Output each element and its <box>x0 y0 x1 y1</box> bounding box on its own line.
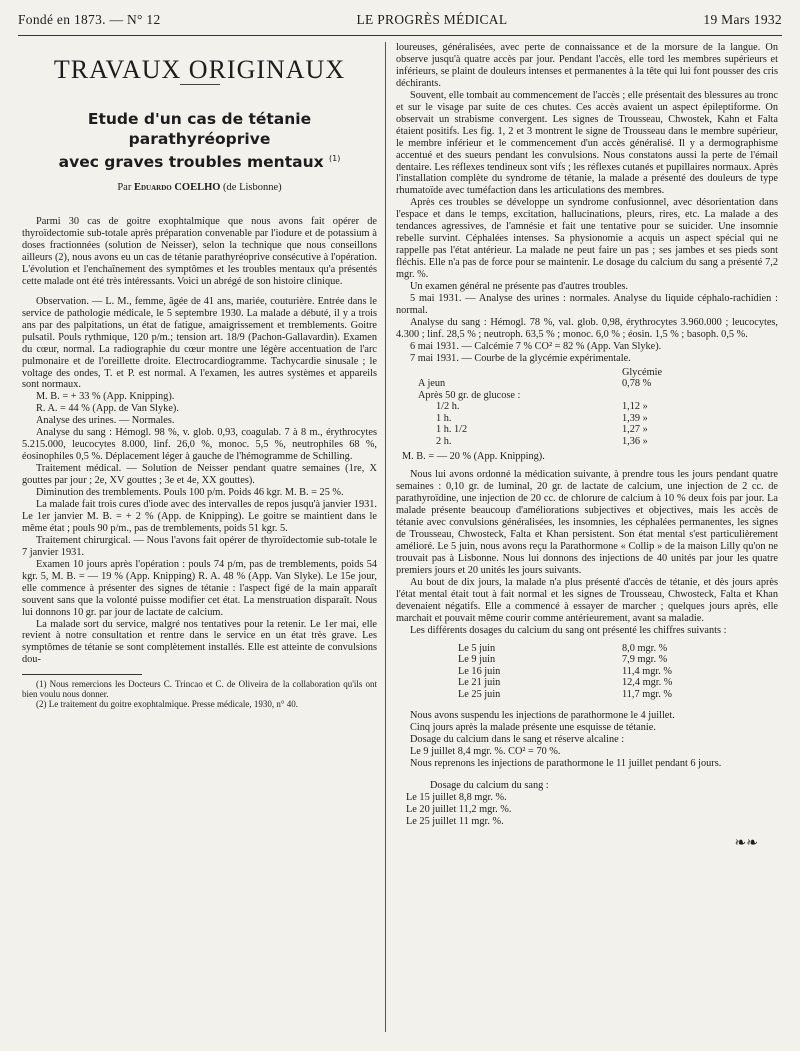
glycemia-value: 1,27 » <box>622 424 648 436</box>
paragraph: Traitement chirurgical. — Nous l'avons fait opérer de thyroïdectomie sub-totale le 7 janvier 1931. <box>22 534 377 558</box>
title-line-2 <box>22 149 377 172</box>
section-rule <box>180 84 220 85</box>
glycemia-header: Glycémie <box>622 366 663 378</box>
paragraph: Les différents dosages du calcium du sang ont présenté les chiffres suivants : <box>410 624 727 636</box>
mb-line: M. B. = — 20 % (App. Knipping). <box>402 451 545 463</box>
glycemia-value: 1,39 » <box>622 412 648 424</box>
glycemia-label: 1 h. 1/2 <box>436 424 468 436</box>
left-column <box>22 42 377 709</box>
paragraph: Nous reprenons les injections de parathormone le 11 juillet pendant 6 jours. <box>410 757 722 769</box>
founded-note: Fondé en 1873. — N° 12 <box>18 12 161 27</box>
paragraph: Parmi 30 cas de goitre exophtalmique que nous avons fait opérer de thyroïdectomie sub-totale après préparation convenable par l'iodure et de potassium à doses fractionnées (solution de Neisser), selon la technique que nous conseillons ailleurs (2), nous avons eu un cas de tétanie parathyréoprive consécutive à l'opération. L'évolution et l'enchaînement des symptômes et les troubles mentaux qu'a présentés cette malade ont été très intéressants. Voici un abrégé de son histoire clinique. <box>22 216 377 287</box>
footnote-rule <box>22 674 142 675</box>
final-dosage-row: Le 15 juillet 8,8 mgr. %. <box>406 791 507 803</box>
journal-title: LE PROGRÈS MÉDICAL <box>356 12 508 27</box>
paragraph: Cinq jours après la malade présente une esquisse de tétanie. <box>410 721 656 733</box>
paragraph: Un examen général ne présente pas d'autres troubles. <box>410 281 629 293</box>
paragraph: Le 9 juillet 8,4 mgr. %. CO² = 70 %. <box>410 745 561 757</box>
author-affiliation: (de Lisbonne) <box>223 182 282 194</box>
paragraph: La malade fait trois cures d'iode avec des intervalles de repos jusqu'à janvier 1931. Le 1er janvier M. B. = + 2 % (App. de Knipping). Le goitre se maintient dans le même état ; pouls 90 p/m., pas de tremblements, poids 51 kgr. 5. <box>22 498 377 534</box>
title-footnote-mark: (1) <box>329 153 341 163</box>
glycemia-label: Après 50 gr. de glucose : <box>418 389 521 401</box>
footnote: (2) Le traitement du goitre exophtalmique. Presse médicale, 1930, n° 40. <box>36 699 299 710</box>
final-dosage-heading: Dosage du calcium du sang : <box>430 779 549 791</box>
title-line-1: Etude d'un cas de tétanie parathyréoprive <box>87 109 312 148</box>
left-body <box>22 216 377 666</box>
paragraph: Analyse du sang : Hémogl. 78 %, val. glob. 0,98, érythrocytes 3.960.000 ; leucocytes, 4.300 ; linf. 28,5 % ; neutroph. 63,5 % ; monoc. 6,0 % ; éosin. 1,5 % ; basoph. 0,5 %. <box>396 316 778 340</box>
glycemia-table <box>416 367 664 448</box>
fleuron-ornament: ❧❧ <box>734 835 758 851</box>
calcium-date: Le 21 juin <box>458 677 501 689</box>
footnotes <box>22 679 377 709</box>
final-dosage-row: Le 20 juillet 11,2 mgr. %. <box>406 803 512 815</box>
calcium-value: 8,0 mgr. % <box>622 642 668 654</box>
paragraph: Après ces troubles se développe un syndrome confusionnel, avec désorientation dans l'espace et dans le temps, excitation, hallucinations, pleurs, rires, etc. La malade a des tendances agressives, de l'amnésie et fait une tentative pour se suicider. Une insomnie rebelle survint. Céphalées intenses. Sa physionomie a acquis un aspect spécial qui ne rappelle pas l'état antérieur. La malade ne peut faire un pas ; ses jambes et ses pieds sont fléchis. Elle n'a pas de force pour se maintenir. Le dosage du calcium du sang a présenté 7,2 mgr. %. <box>396 197 778 281</box>
paragraph: Observation. — L. M., femme, âgée de 41 ans, mariée, couturière. Entrée dans le service de pathologie médicale, le 5 septembre 1930. La malade a débuté, il y a trois ans par des palpitations, un état de fatigue, amaigrissement et tremblements. Goitre pulsatil. Pouls rythmique, 120 p/m.; tension art. 18/9 (Pachon-Gallavardin). Examen du cœur, normal. La radiographie du cœur montre une légère accentuation de l'arc pulmonaire et de l'oreillette droite. Electrocardiogramme. Tachycardie sinusale ; le voltage des ondes, T. et P. est normal. A l'examen, les autres systèmes et appareils sont normaux. <box>22 295 377 391</box>
glycemia-label: 2 h. <box>436 435 452 447</box>
calcium-date: Le 25 juin <box>458 688 501 700</box>
glycemia-value: 1,12 » <box>622 401 648 413</box>
page-header <box>18 12 782 34</box>
calcium-value: 12,4 mgr. % <box>622 677 673 689</box>
paragraph: Nous lui avons ordonné la médication suivante, à prendre tous les jours pendant quatre semaines : 0,10 gr. de luminal, 20 gr. de lactate de calcium, une injection de 2 cc. de parathyroïdine, une injection de 20 cc. de chlorure de calcium à 10 % deux fois par jour. La malade présente beaucoup d'améliorations subjectives et objectives, mais les accès de tétanie avec convulsions généralisées, les insomnies, les céphalées permanentes, les signes de Trousseau, Chwosteck, Falta et Khan persistent. Son état mental s'est particulièrement amélioré. Le 5 juin, nous avons reçu la Parathormone « Collip » de la maison Lilly qu'on ne trouvait pas à Lisbonne. Nous lui donnons des injections de 40 unités par jour les quatre premiers jours et 20 unités les jours suivants. <box>396 469 778 576</box>
calcium-date: Le 5 juin <box>458 642 496 654</box>
glycemia-value: 0,78 % <box>622 378 652 390</box>
glycemia-label: 1/2 h. <box>436 401 460 413</box>
paragraph: Analyse du sang : Hémogl. 98 %, v. glob. 0,93, coagulab. 7 à 8 m., érythrocytes 5.215.000, leucocytes 8.000, linf. 26,0 %, monoc. 5,5 %, neutrophiles 68 %, éosinophiles 0,5 %. Déplacement léger à gauche de l'hémogramme de Schilling. <box>22 427 377 463</box>
calcium-date: Le 16 juin <box>458 665 501 677</box>
glycemia-value: 1,36 » <box>622 435 648 447</box>
paragraph: 6 mai 1931. — Calcémie 7 % CO² = 82 % (App. Van Slyke). <box>410 340 662 352</box>
calcium-value: 11,4 mgr. % <box>622 665 672 677</box>
calcium-date: Le 9 juin <box>458 654 496 666</box>
title-line-2-text: avec graves troubles mentaux <box>58 153 324 172</box>
section-title: TRAVAUX ORIGINAUX <box>53 55 346 84</box>
paragraph: Au bout de dix jours, la malade n'a plus présenté d'accès de tétanie, et dès jours après l'état mental était tout à fait normal et les signes de Trousseau, Chwosteck, Falta et Khan devenaient négatifs. Elle a commencé à essayer de marcher ; quelques jours après, elle marchait et pouvait même courir comme antérieurement, avant sa maladie. <box>396 576 778 624</box>
glycemia-value <box>620 390 664 402</box>
final-dosage <box>396 780 778 828</box>
glycemia-label: 1 h. <box>436 412 452 424</box>
paragraph: Examen 10 jours après l'opération : pouls 74 p/m, pas de tremblements, poids 54 kgr. 5, M. B. = — 19 % (App. Knipping) R. A. 48 % (App. Van Slyke). Le 15e jour, elle commence à présenter des signes de tétanie : l'aspect figé de la main apparaît souvent sans que la volonté puisse modifier cet état. La menstruation disparaît. Nous lui donnons 10 gr. par jour de lactate de calcium. <box>22 558 377 618</box>
paragraph: 5 mai 1931. — Analyse des urines : normales. Analyse du liquide céphalo-rachidien : normal. <box>396 293 778 316</box>
author-name: Eduardo COELHO <box>133 182 221 194</box>
issue-date: 19 Mars 1932 <box>703 12 782 27</box>
paragraph: Nous avons suspendu les injections de parathormone le 4 juillet. <box>410 710 675 722</box>
paragraph: La malade sort du service, malgré nos tentatives pour la retenir. Le 1er mai, elle revient à notre consultation et rentre dans le service en un état très grave. Les symptômes de tétanie se sont complètement installés. Elle est atteinte de convulsions dou- <box>22 618 377 666</box>
paragraph: M. B. = + 33 % (App. Knipping). <box>36 391 175 403</box>
header-rule <box>18 35 782 36</box>
byline-prefix: Par <box>117 182 132 194</box>
glycemia-label: A jeun <box>418 378 446 390</box>
paragraph: Souvent, elle tombait au commencement de l'accès ; elle présentait des blessures au tronc et sur le visage par suite de ces chutes. Ces accès avaient un aspect épileptiforme. On observait un strabisme convergent. Les signes de Trousseau, Chwostek, Kahn et Falta étaient positifs. Les fig. 1, 2 et 3 montrent le signe de Trousseau dans le membre supérieur, le membre inférieur et le commencement d'un accès généralisé. Il y a dermographisme accentué et des sueurs pendant les convulsions. Nous constatons aussi la perte de l'émail dentaire. Les réflexes tendineux sont vifs ; les réflexes cutanés et pupillaires normaux. Après l'installation complète du syndrome de tétanie, la malade a présenté des douleurs de type rhumatoïde avec tuméfaction dans les articulations des membres. <box>396 89 778 197</box>
final-dosage-row: Le 25 juillet 11 mgr. %. <box>406 815 504 827</box>
article-title <box>22 109 377 172</box>
calcium-table <box>456 643 674 701</box>
byline <box>22 182 377 194</box>
paragraph: 7 mai 1931. — Courbe de la glycémie expérimentale. <box>410 352 631 364</box>
paragraph: Analyse des urines. — Normales. <box>36 415 175 427</box>
paragraph: Diminution des tremblements. Pouls 100 p/m. Poids 46 kgr. M. B. = 25 %. <box>36 487 344 499</box>
column-divider <box>385 42 386 1032</box>
calcium-value: 7,9 mgr. % <box>622 654 668 666</box>
footnote: (1) Nous remercions les Docteurs C. Trincao et C. de Oliveira de la collaboration qu'ils ont bien voulu nous donner. <box>22 679 377 700</box>
paragraph: Dosage du calcium dans le sang et réserve alcaline : <box>410 733 625 745</box>
paragraph: loureuses, généralisées, avec perte de connaissance et de la morsure de la langue. On observe jusqu'à quatre accès par jour. Pendant l'accès, elle tord les membres supérieurs et inférieurs, se plaint de douleurs intenses et permanentes à la tête qui lui font pousser des cris déchirants. <box>396 42 778 89</box>
paragraph: R. A. = 44 % (App. de Van Slyke). <box>36 403 179 415</box>
calcium-value: 11,7 mgr. % <box>622 688 672 700</box>
right-column <box>396 42 778 850</box>
paragraph: Traitement médical. — Solution de Neisser pendant quatre semaines (1re, X gouttes par jour ; 2e, XV gouttes ; 3e et 4e, XX gouttes). <box>22 463 377 487</box>
